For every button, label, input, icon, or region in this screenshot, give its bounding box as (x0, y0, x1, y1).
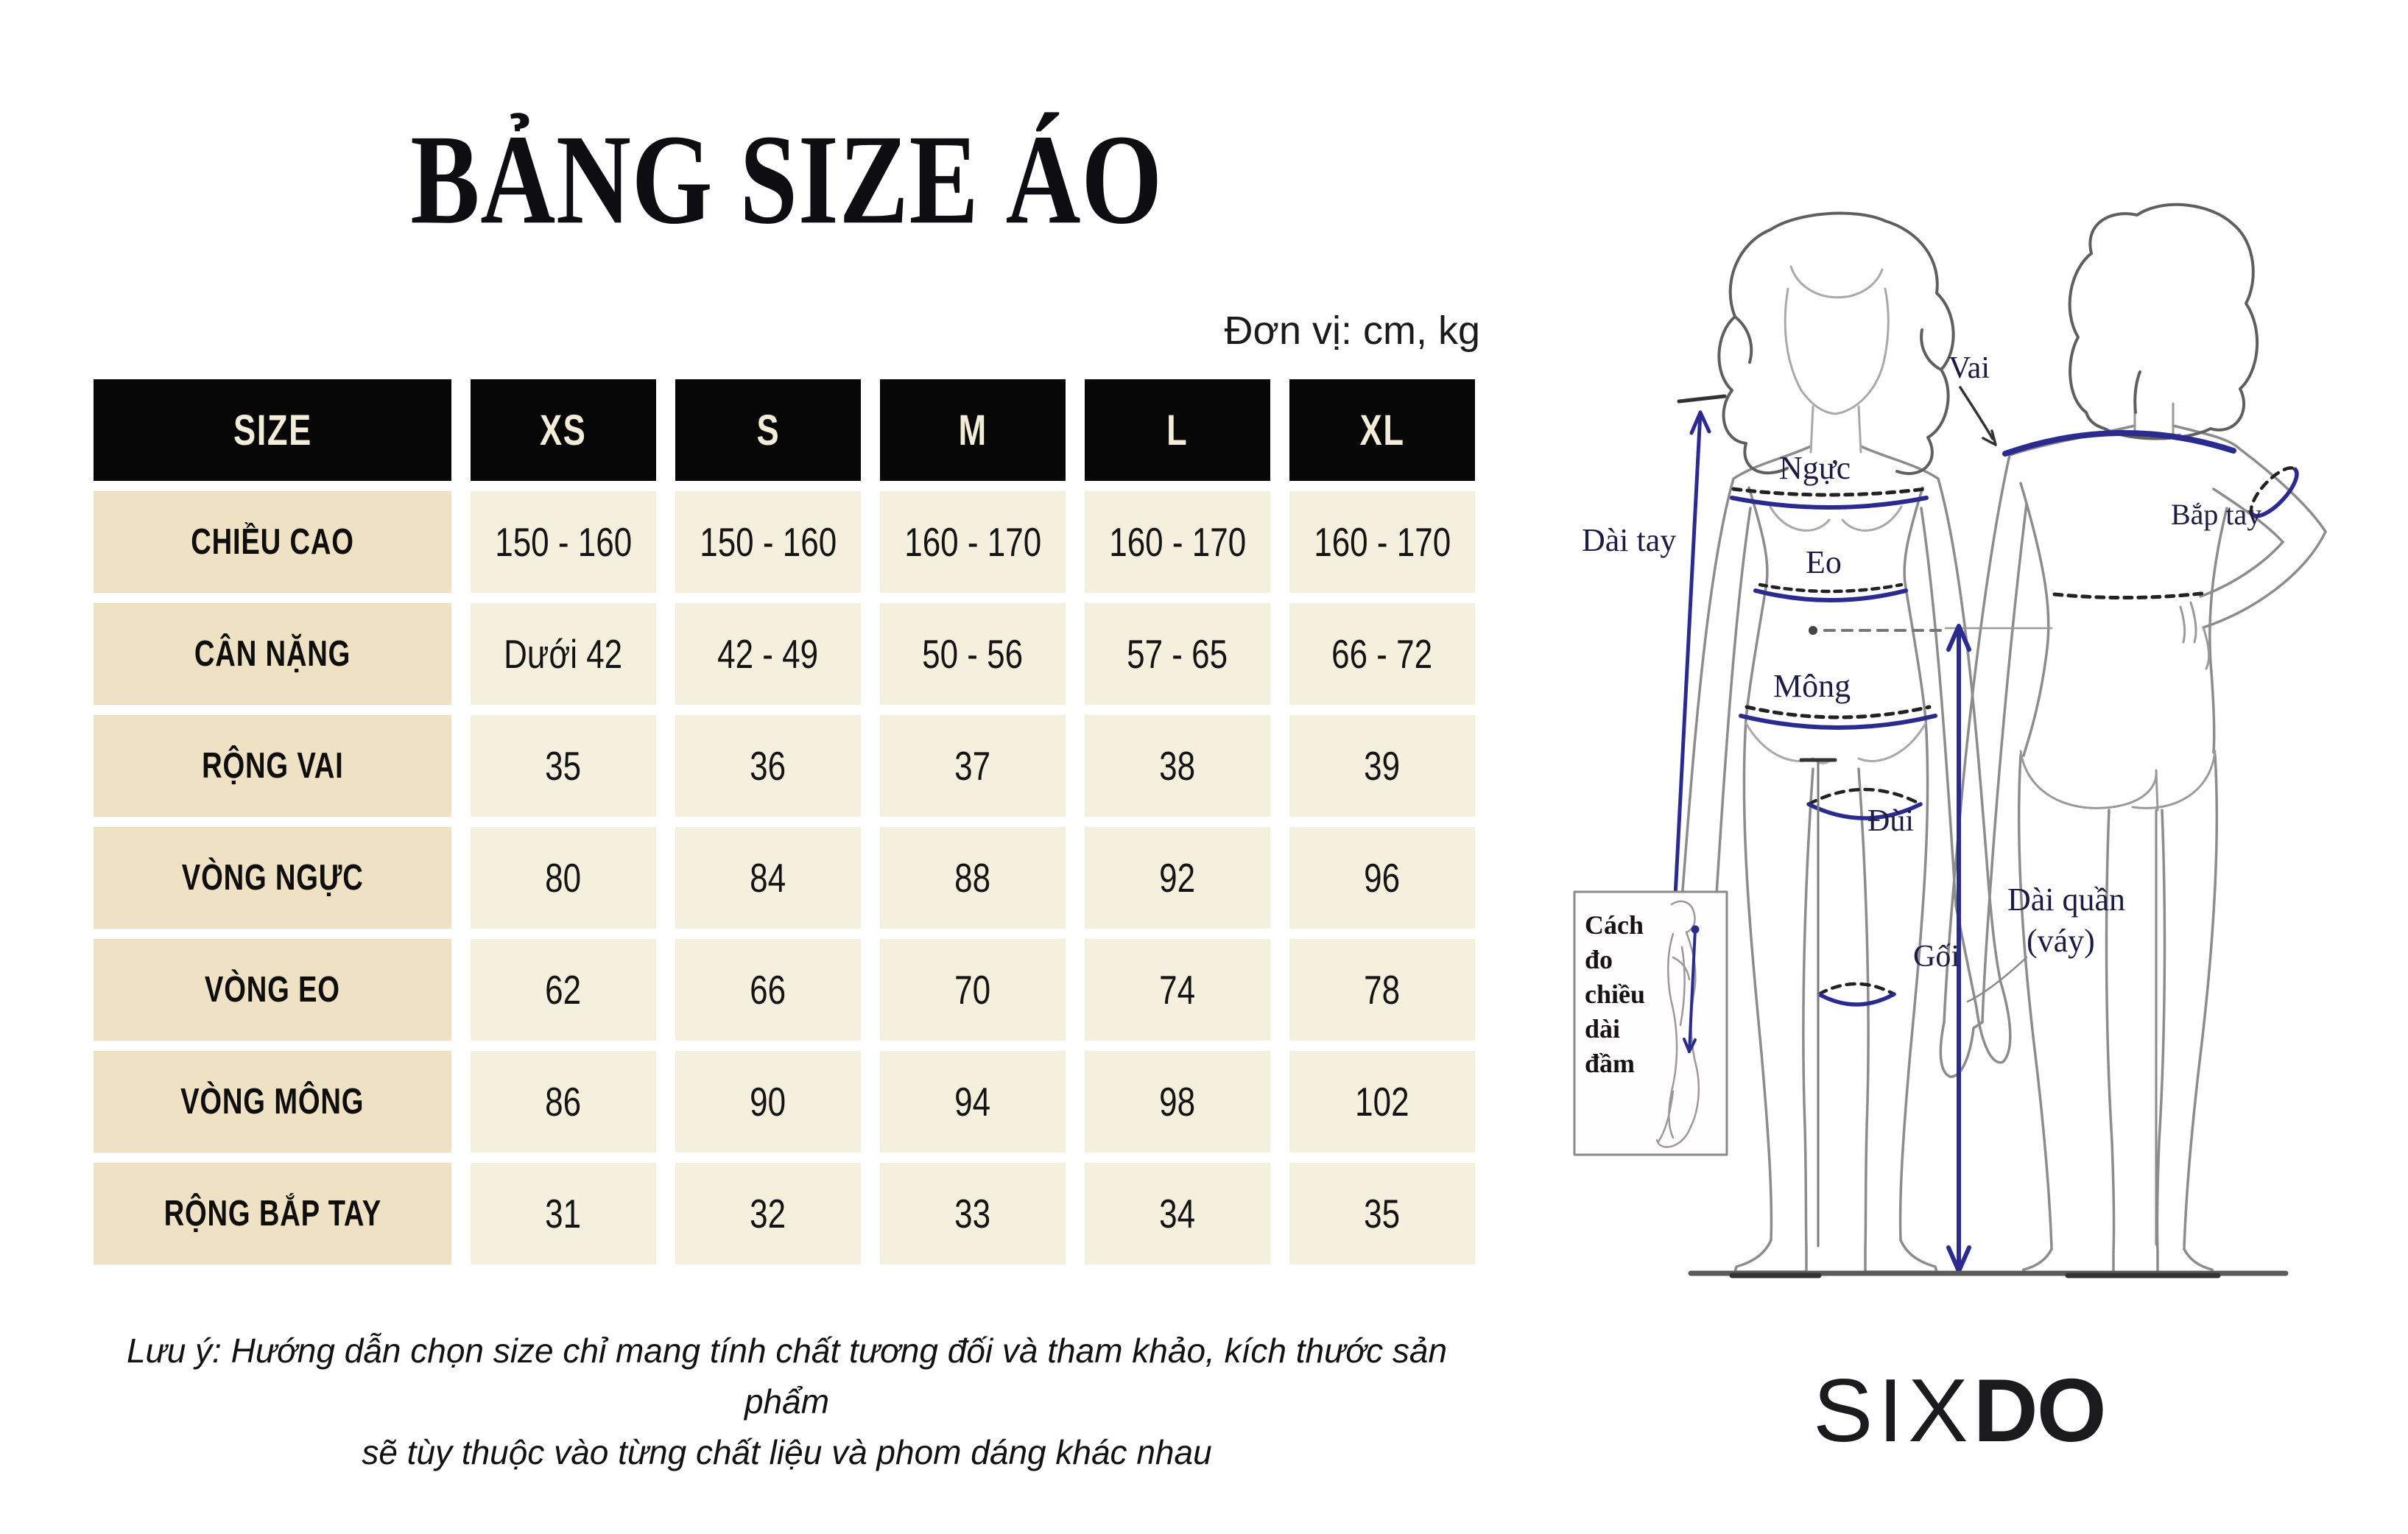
value-cell: 39 (1289, 715, 1475, 817)
value-cell: 66 - 72 (1289, 603, 1475, 705)
size-table (94, 379, 1475, 1264)
value-cell: 57 - 65 (1085, 603, 1270, 705)
front-figure-hair (1719, 214, 1953, 474)
value-cell: 88 (880, 827, 1066, 929)
row-label-cell: VÒNG NGỰC (94, 827, 451, 929)
label-dai-tay: Dài tay (1582, 522, 1677, 558)
header-cell-l: L (1085, 379, 1270, 481)
back-figure-outline (1940, 426, 2326, 1274)
row-label-cell: RỘNG BẮP TAY (94, 1163, 451, 1264)
header-cell-m: M (880, 379, 1066, 481)
value-cell: 35 (471, 715, 656, 817)
header-cell-s: S (675, 379, 861, 481)
label-mong: Mông (1773, 668, 1851, 704)
value-cell: 32 (675, 1163, 861, 1264)
value-cell: 160 - 170 (1289, 491, 1475, 593)
value-cell: 160 - 170 (1085, 491, 1270, 593)
row-label-cell: CÂN NẶNG (94, 603, 451, 705)
value-cell: 90 (675, 1051, 861, 1153)
box-caption-line5: đầm (1585, 1049, 1636, 1078)
value-cell: 50 - 56 (880, 603, 1066, 705)
value-cell: 94 (880, 1051, 1066, 1153)
value-cell: 35 (1289, 1163, 1475, 1264)
header-cell-xl: XL (1289, 379, 1475, 481)
value-cell: 74 (1085, 939, 1270, 1041)
ground-line (1691, 1273, 2286, 1276)
unit-note: Đơn vị: cm, kg (1224, 309, 1480, 353)
label-dui: Đùi (1867, 804, 1914, 838)
label-vai: Vai (1948, 351, 1990, 385)
value-cell: 160 - 170 (880, 491, 1066, 593)
label-dai-quan: Dài quần (2007, 882, 2126, 918)
value-cell: 150 - 160 (471, 491, 656, 593)
row-label-cell: RỘNG VAI (94, 715, 451, 817)
header-cell-xs: XS (471, 379, 656, 481)
value-cell: 96 (1289, 827, 1475, 929)
row-label-cell: VÒNG MÔNG (94, 1051, 451, 1153)
label-vay: (váy) (2027, 923, 2095, 959)
value-cell: 102 (1289, 1051, 1475, 1153)
box-caption-line1: Cách (1585, 910, 1644, 940)
label-nguc: Ngực (1779, 450, 1851, 486)
header-cell-size: SIZE (94, 379, 451, 481)
value-cell: 80 (471, 827, 656, 929)
value-cell: 70 (880, 939, 1066, 1041)
value-cell: 33 (880, 1163, 1066, 1264)
label-goi: Gối (1913, 940, 1960, 974)
box-caption-line4: dài (1585, 1014, 1621, 1044)
brand-logo-thin: SIX (1813, 1360, 1974, 1460)
brand-logo-bold: DO (1973, 1360, 2105, 1460)
page-title: BẢNG SIZE ÁO (410, 108, 1163, 251)
back-figure-hair (2070, 205, 2257, 439)
box-caption-line3: chiều (1585, 979, 1646, 1009)
label-bap-tay: Bắp tay (2171, 498, 2262, 531)
box-caption-line2: đo (1585, 945, 1613, 974)
value-cell: 34 (1085, 1163, 1270, 1264)
shoulder-pointer-arrow (1960, 387, 1996, 445)
value-cell: 78 (1289, 939, 1475, 1041)
value-cell: 92 (1085, 827, 1270, 929)
value-cell: 84 (675, 827, 861, 929)
value-cell: 98 (1085, 1051, 1270, 1153)
value-cell: 62 (471, 939, 656, 1041)
brand-logo (1813, 1359, 2105, 1462)
back-figure-detail (2021, 404, 2215, 810)
value-cell: 86 (471, 1051, 656, 1153)
size-note-line1: Lưu ý: Hướng dẫn chọn size chỉ mang tính chất tương đối và tham khảo, kích thước sản phẩm (126, 1331, 1448, 1421)
value-cell: 31 (471, 1163, 656, 1264)
size-note-line2: sẽ tùy thuộc vào từng chất liệu và phom dáng khác nhau (362, 1433, 1212, 1471)
value-cell: 38 (1085, 715, 1270, 817)
row-label-cell: VÒNG EO (94, 939, 451, 1041)
value-cell: 37 (880, 715, 1066, 817)
sleeve-length-arrow (1635, 396, 1725, 960)
value-cell: Dưới 42 (471, 603, 656, 705)
label-eo: Eo (1806, 544, 1842, 580)
size-note (94, 1326, 1480, 1478)
value-cell: 66 (675, 939, 861, 1041)
value-cell: 150 - 160 (675, 491, 861, 593)
measurement-diagram (1502, 190, 2408, 1343)
value-cell: 42 - 49 (675, 603, 861, 705)
value-cell: 36 (675, 715, 861, 817)
row-label-cell: CHIỀU CAO (94, 491, 451, 593)
